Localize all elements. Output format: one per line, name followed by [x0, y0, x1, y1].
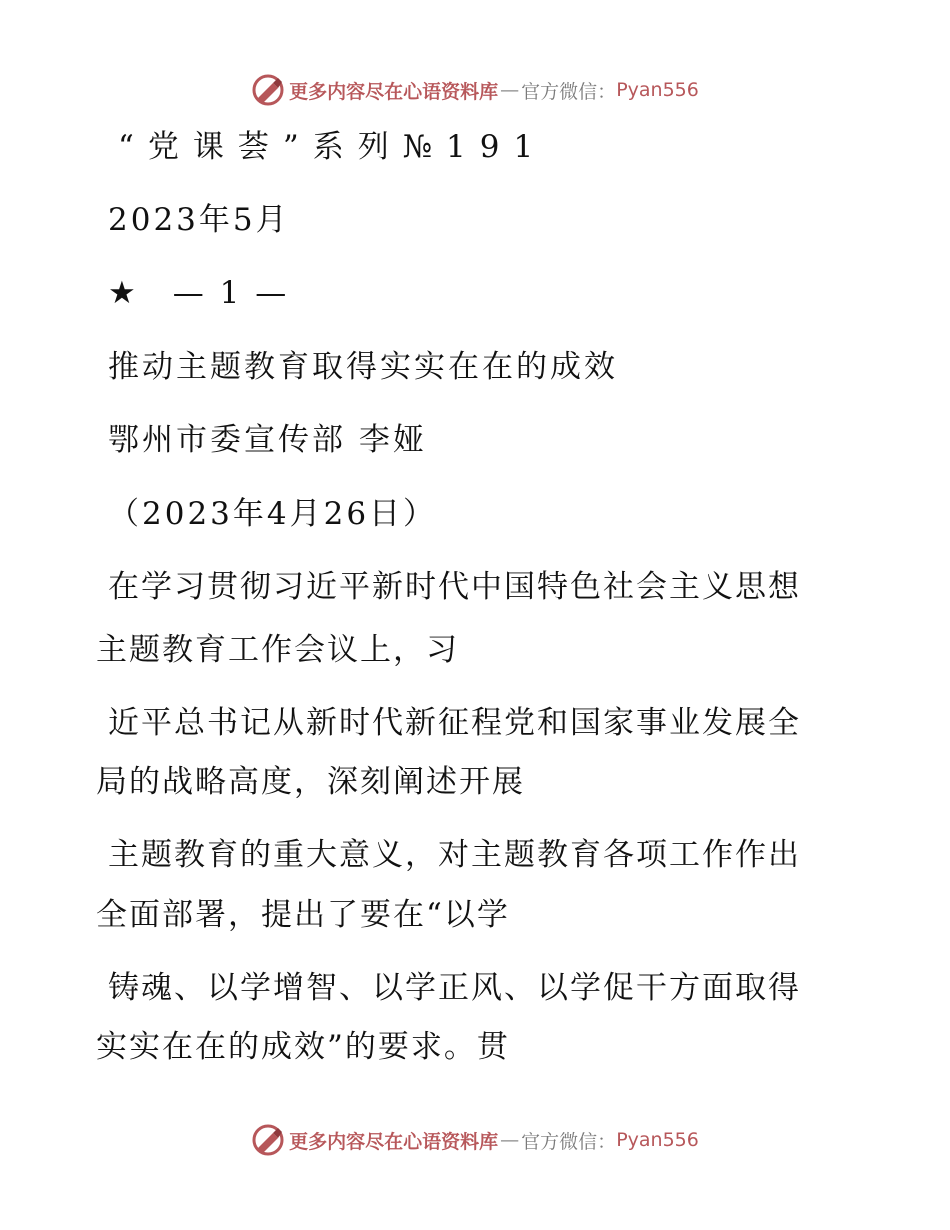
header-watermark-banner — [0, 70, 950, 110]
paragraph-line: 近平总书记从新时代新征程党和国家事业发展全 — [108, 705, 801, 741]
banner-wechat-id: Pyan556 — [616, 79, 699, 101]
paragraph-line: 主题教育工作会议上，习 — [96, 632, 459, 668]
article-author: 鄂州市委宣传部 李娅 — [108, 422, 427, 458]
banner-wechat-label: 官方微信： — [521, 80, 617, 103]
issue-date: 2023年5月 — [108, 202, 290, 238]
paragraph-line: 局的战略高度，深刻阐述开展 — [96, 764, 525, 800]
pen-nib-logo-icon — [251, 73, 285, 107]
page-marker: ★ — 1 — — [108, 275, 290, 311]
article-title: 推动主题教育取得实实在在的成效 — [108, 349, 618, 385]
banner-site-name: 更多内容尽在心语资料库 — [289, 1130, 499, 1153]
banner-dash: — — [500, 1129, 520, 1151]
paragraph-line: 实实在在的成效”的要求。贯 — [96, 1029, 510, 1065]
paragraph-line: 全面部署，提出了要在“以学 — [96, 897, 510, 933]
series-title: “党课荟”系列№191 — [118, 129, 548, 165]
banner-wechat-label: 官方微信： — [521, 1130, 617, 1153]
banner-dash: — — [500, 79, 520, 101]
pen-nib-logo-icon — [251, 1123, 285, 1157]
footer-watermark-banner — [0, 1120, 950, 1160]
article-date: （2023年4月26日） — [108, 496, 438, 532]
banner-site-name: 更多内容尽在心语资料库 — [289, 80, 499, 103]
paragraph-line: 铸魂、以学增智、以学正风、以学促干方面取得 — [108, 970, 801, 1006]
paragraph-line: 主题教育的重大意义，对主题教育各项工作作出 — [108, 837, 801, 873]
banner-wechat-id: Pyan556 — [616, 1129, 699, 1151]
paragraph-line: 在学习贯彻习近平新时代中国特色社会主义思想 — [108, 569, 801, 605]
